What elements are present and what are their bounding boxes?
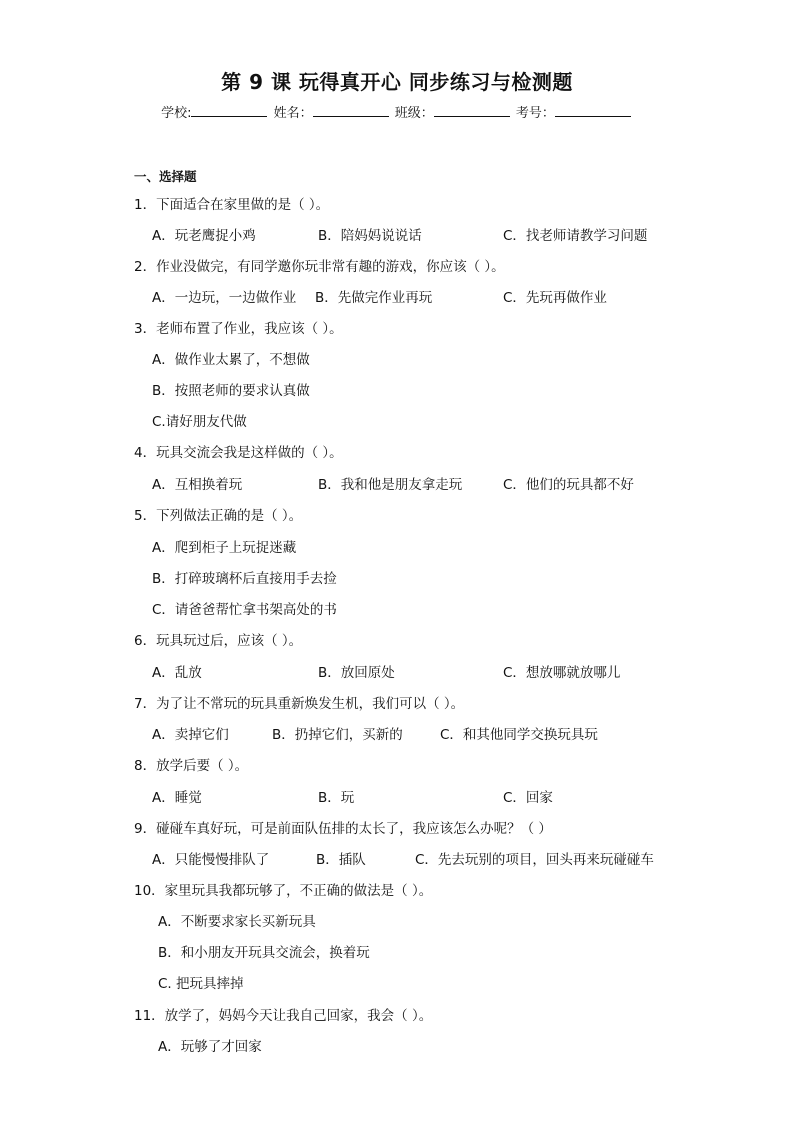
question-stem: 11．放学了，妈妈今天让我自己回家，我会（ ）。 bbox=[134, 1008, 433, 1024]
school-label: 学校: bbox=[161, 106, 192, 121]
option-c[interactable]: C．他们的玩具都不好 bbox=[503, 477, 634, 493]
option-a[interactable]: A．不断要求家长买新玩具 bbox=[158, 914, 316, 930]
section-title: 一、选择题 bbox=[134, 169, 197, 184]
question-stem: 6．玩具玩过后，应该（ ）。 bbox=[134, 633, 303, 649]
page-title: 第 9 课 玩得真开心 同步练习与检测题 bbox=[221, 70, 573, 94]
class-blank[interactable] bbox=[434, 104, 510, 117]
option-c[interactable]: C．先去玩别的项目，回头再来玩碰碰车 bbox=[415, 852, 654, 868]
option-b[interactable]: B．陪妈妈说说话 bbox=[318, 228, 422, 244]
option-c[interactable]: C．和其他同学交换玩具玩 bbox=[440, 727, 598, 743]
option-b[interactable]: B．按照老师的要求认真做 bbox=[152, 383, 310, 399]
option-c[interactable]: C．先玩再做作业 bbox=[503, 290, 607, 306]
option-b[interactable]: B．打碎玻璃杯后直接用手去捡 bbox=[152, 571, 337, 587]
option-a[interactable]: A．互相换着玩 bbox=[152, 477, 243, 493]
option-a[interactable]: A．卖掉它们 bbox=[152, 727, 229, 743]
question-stem: 7．为了让不常玩的玩具重新焕发生机，我们可以（ ）。 bbox=[134, 696, 465, 712]
question-stem: 2．作业没做完，有同学邀你玩非常有趣的游戏，你应该（ ）。 bbox=[134, 259, 505, 275]
question-stem: 5．下列做法正确的是（ ）。 bbox=[134, 508, 303, 524]
option-a[interactable]: A．乱放 bbox=[152, 665, 202, 681]
school-blank[interactable] bbox=[191, 104, 267, 117]
student-info-line bbox=[0, 102, 794, 121]
option-a[interactable]: A．做作业太累了，不想做 bbox=[152, 352, 310, 368]
option-b[interactable]: B．先做完作业再玩 bbox=[315, 290, 433, 306]
question-stem: 3．老师布置了作业，我应该（ ）。 bbox=[134, 321, 343, 337]
option-c[interactable]: C.请好朋友代做 bbox=[152, 414, 247, 430]
option-a[interactable]: A．只能慢慢排队了 bbox=[152, 852, 270, 868]
option-c[interactable]: C．想放哪就放哪儿 bbox=[503, 665, 621, 681]
option-c[interactable]: C．找老师请教学习问题 bbox=[503, 228, 648, 244]
question-stem: 4．玩具交流会我是这样做的（ ）。 bbox=[134, 445, 343, 461]
option-b[interactable]: B．我和他是朋友拿走玩 bbox=[318, 477, 463, 493]
option-b[interactable]: B．插队 bbox=[316, 852, 366, 868]
option-a[interactable]: A．玩够了才回家 bbox=[158, 1039, 262, 1055]
exam-no-label: 考号： bbox=[515, 106, 555, 121]
question-stem: 10．家里玩具我都玩够了，不正确的做法是（ ）。 bbox=[134, 883, 433, 899]
option-a[interactable]: A．睡觉 bbox=[152, 790, 202, 806]
option-b[interactable]: B．和小朋友开玩具交流会，换着玩 bbox=[158, 945, 370, 961]
option-c[interactable]: C．请爸爸帮忙拿书架高处的书 bbox=[152, 602, 337, 618]
option-a[interactable]: A．玩老鹰捉小鸡 bbox=[152, 228, 256, 244]
option-a[interactable]: A．一边玩，一边做作业 bbox=[152, 290, 297, 306]
option-a[interactable]: A．爬到柜子上玩捉迷藏 bbox=[152, 540, 297, 556]
name-label: 姓名： bbox=[273, 106, 313, 121]
question-stem: 8．放学后要（ ）。 bbox=[134, 758, 249, 774]
option-c[interactable]: C. 把玩具摔掉 bbox=[158, 976, 244, 992]
class-label: 班级： bbox=[394, 106, 434, 121]
option-b[interactable]: B．扔掉它们，买新的 bbox=[272, 727, 403, 743]
option-b[interactable]: B．玩 bbox=[318, 790, 355, 806]
option-c[interactable]: C．回家 bbox=[503, 790, 553, 806]
question-stem: 1．下面适合在家里做的是（ ）。 bbox=[134, 197, 330, 213]
question-stem: 9．碰碰车真好玩，可是前面队伍排的太长了，我应该怎么办呢？（ ） bbox=[134, 821, 552, 837]
name-blank[interactable] bbox=[313, 104, 389, 117]
exam-no-blank[interactable] bbox=[555, 104, 631, 117]
option-b[interactable]: B．放回原处 bbox=[318, 665, 395, 681]
